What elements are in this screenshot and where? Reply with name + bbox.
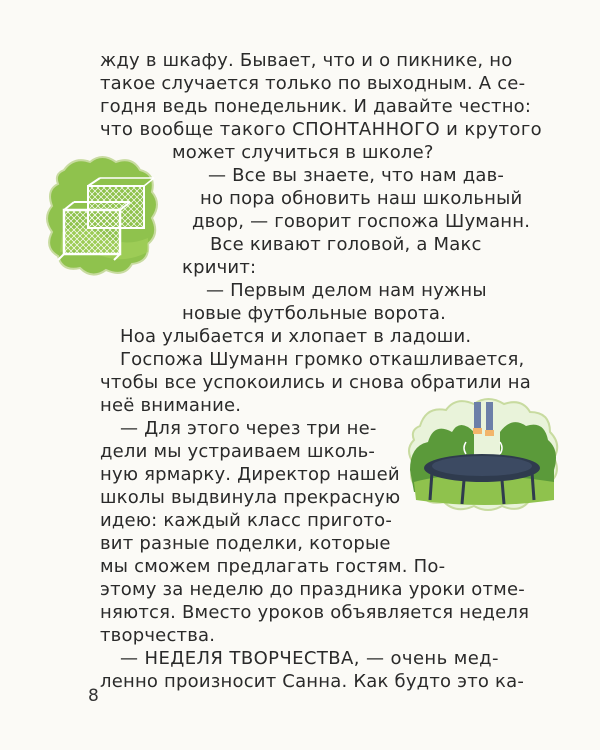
- text-line: — Первым делом нам нужны: [206, 280, 487, 301]
- text-line: — Все вы знаете, что нам дав-: [208, 165, 505, 186]
- text-line: творчества.: [100, 625, 216, 646]
- text-line: такое случается только по выходным. А се-: [100, 73, 526, 94]
- soccer-goals-illustration: [44, 152, 162, 282]
- trampoline-illustration: [404, 392, 562, 514]
- text-line: может случиться в школе?: [172, 142, 434, 163]
- text-line: идею: каждый класс пригото-: [100, 510, 393, 531]
- text-line: — НЕДЕЛЯ ТВОРЧЕСТВА, — очень мед-: [120, 648, 499, 669]
- text-line: мы сможем предлагать гостям. По-: [100, 556, 446, 577]
- text-line: вит разные поделки, которые: [100, 533, 391, 554]
- text-line: но пора обновить наш школьный: [200, 188, 523, 209]
- text-line: кричит:: [182, 257, 257, 278]
- text-line: двор, — говорит госпожа Шуманн.: [192, 211, 531, 232]
- text-line: новые футбольные ворота.: [182, 303, 447, 324]
- text-line: неё внимание.: [100, 395, 242, 416]
- text-line: этому за неделю до праздника уроки отме-: [100, 579, 525, 600]
- text-line: няются. Вместо уроков объявляется неделя: [100, 602, 530, 623]
- page-number: 8: [88, 686, 99, 706]
- text-line: дели мы устраиваем школь-: [100, 441, 376, 462]
- text-line: жду в шкафу. Бывает, что и о пикнике, но: [100, 50, 513, 71]
- text-line: ленно произносит Санна. Как будто это ка-: [100, 671, 525, 692]
- text-line: — Для этого через три не-: [120, 418, 377, 439]
- text-line: школы выдвинула прекрасную: [100, 487, 401, 508]
- text-line: Ноа улыбается и хлопает в ладоши.: [120, 326, 472, 347]
- text-line: ную ярмарку. Директор нашей: [100, 464, 400, 485]
- text-line: что вообще такого СПОНТАННОГО и крутого: [100, 119, 543, 140]
- text-line: чтобы все успокоились и снова обратили на: [100, 372, 531, 393]
- text-line: годня ведь понедельник. И давайте честно:: [100, 96, 532, 117]
- text-line: Все кивают головой, а Макс: [210, 234, 482, 255]
- text-line: Госпожа Шуманн громко откашливается,: [120, 349, 525, 370]
